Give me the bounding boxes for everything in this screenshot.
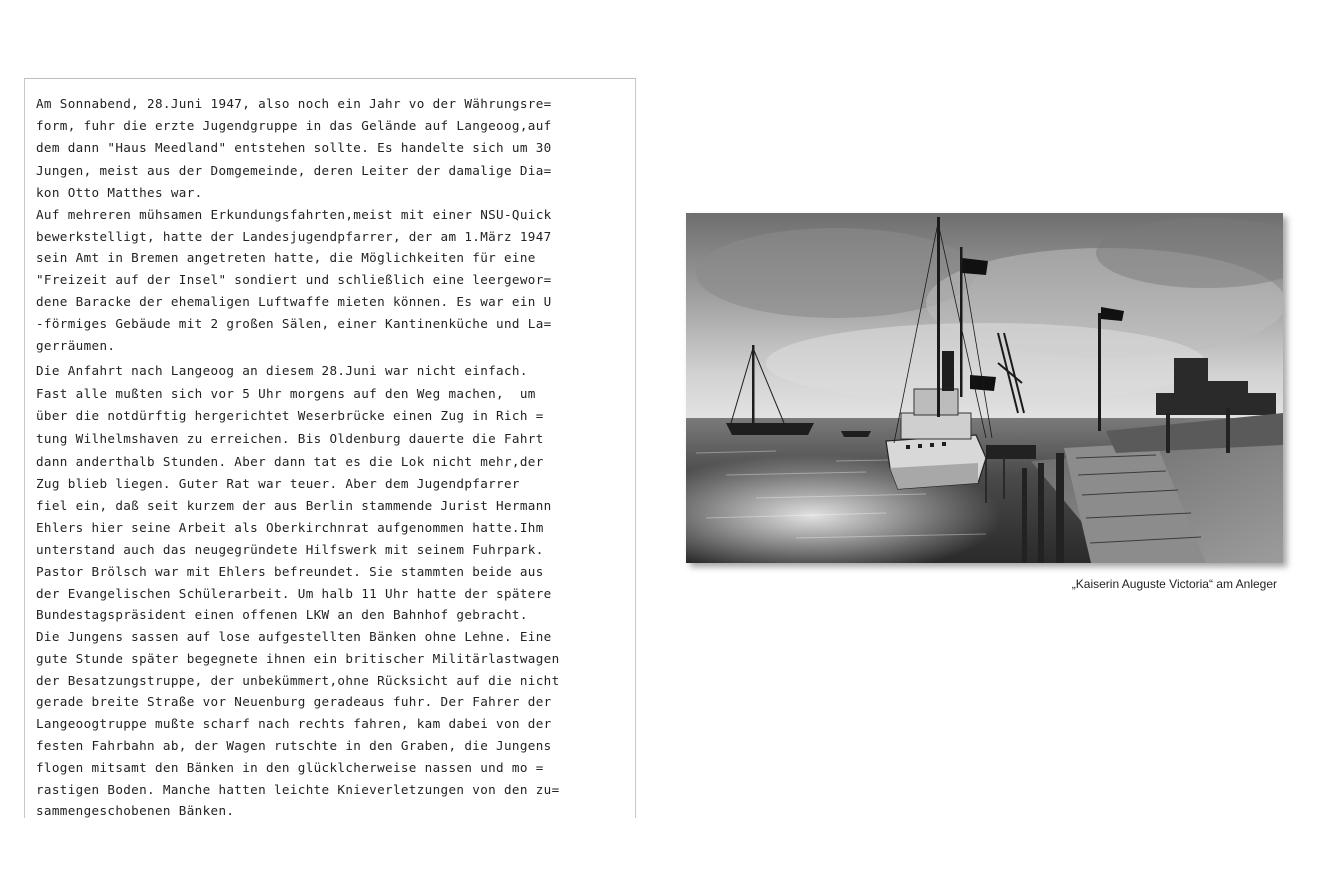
text-line: über die notdürftig hergerichtet Weserbrücke einen Zug in Rich = bbox=[36, 408, 544, 423]
text-line: unterstand auch das neugegründete Hilfswerk mit seinem Fuhrpark. bbox=[36, 542, 544, 557]
typewritten-page bbox=[24, 78, 636, 818]
text-line: Ehlers hier seine Arbeit als Oberkirchnrat aufgenommen hatte.Ihm bbox=[36, 520, 544, 535]
text-line: gute Stunde später begegnete ihnen ein britischer Militärlastwagen bbox=[36, 651, 560, 666]
text-line: Die Jungens sassen auf lose aufgestellten Bänken ohne Lehne. Eine bbox=[36, 629, 552, 644]
text-line: dene Baracke der ehemaligen Luftwaffe mieten können. Es war ein U bbox=[36, 294, 552, 309]
text-line: fiel ein, daß seit kurzem der aus Berlin stammende Jurist Hermann bbox=[36, 498, 552, 513]
text-line: Jungen, meist aus der Domgemeinde, deren Leiter der damalige Dia= bbox=[36, 163, 552, 178]
text-line: gerade breite Straße vor Neuenburg geradeaus fuhr. Der Fahrer der bbox=[36, 694, 552, 709]
harbor-photo bbox=[686, 213, 1283, 563]
text-line: Die Anfahrt nach Langeoog an diesem 28.Juni war nicht einfach. bbox=[36, 363, 528, 378]
text-line: Fast alle mußten sich vor 5 Uhr morgens auf den Weg machen, um bbox=[36, 386, 536, 401]
text-line: festen Fahrbahn ab, der Wagen rutschte in den Graben, die Jungens bbox=[36, 738, 552, 753]
text-line: dann anderthalb Stunden. Aber dann tat es die Lok nicht mehr,der bbox=[36, 454, 544, 469]
text-line: bewerkstelligt, hatte der Landesjugendpfarrer, der am 1.März 1947 bbox=[36, 229, 552, 244]
text-line: der Besatzungstruppe, der unbekümmert,ohne Rücksicht auf die nicht bbox=[36, 673, 560, 688]
text-line: Langeoogtruppe mußte scharf nach rechts fahren, kam dabei von der bbox=[36, 716, 552, 731]
harbor-photo-illustration bbox=[686, 213, 1283, 563]
text-line: Zug blieb liegen. Guter Rat war teuer. Aber dem Jugendpfarrer bbox=[36, 476, 520, 491]
text-line: Am Sonnabend, 28.Juni 1947, also noch ein Jahr vo der Währungsre= bbox=[36, 96, 552, 111]
text-line: "Freizeit auf der Insel" sondiert und schließlich eine leergewor= bbox=[36, 272, 552, 287]
text-line: Bundestagspräsident einen offenen LKW an den Bahnhof gebracht. bbox=[36, 607, 528, 622]
text-line: sammengeschobenen Bänken. bbox=[36, 803, 235, 818]
text-line: Auf mehreren mühsamen Erkundungsfahrten,meist mit einer NSU-Quick bbox=[36, 207, 552, 222]
text-line: flogen mitsamt den Bänken in den glücklcherweise nassen und mo = bbox=[36, 760, 544, 775]
text-line: rastigen Boden. Manche hatten leichte Knieverletzungen von den zu= bbox=[36, 782, 560, 797]
text-line: kon Otto Matthes war. bbox=[36, 185, 203, 200]
text-line: dem dann "Haus Meedland" entstehen sollte. Es handelte sich um 30 bbox=[36, 140, 552, 155]
photo-caption: „Kaiserin Auguste Victoria“ am Anleger bbox=[1071, 577, 1277, 591]
text-line: -förmiges Gebäude mit 2 großen Sälen, einer Kantinenküche und La= bbox=[36, 316, 552, 331]
text-line: sein Amt in Bremen angetreten hatte, die Möglichkeiten für eine bbox=[36, 250, 536, 265]
text-line: tung Wilhelmshaven zu erreichen. Bis Oldenburg dauerte die Fahrt bbox=[36, 431, 544, 446]
text-line: form, fuhr die erzte Jugendgruppe in das Gelände auf Langeoog,auf bbox=[36, 118, 552, 133]
text-line: Pastor Brölsch war mit Ehlers befreundet. Sie stammten beide aus bbox=[36, 564, 544, 579]
text-line: der Evangelischen Schülerarbeit. Um halb 11 Uhr hatte der spätere bbox=[36, 586, 552, 601]
text-line: gerräumen. bbox=[36, 338, 116, 353]
